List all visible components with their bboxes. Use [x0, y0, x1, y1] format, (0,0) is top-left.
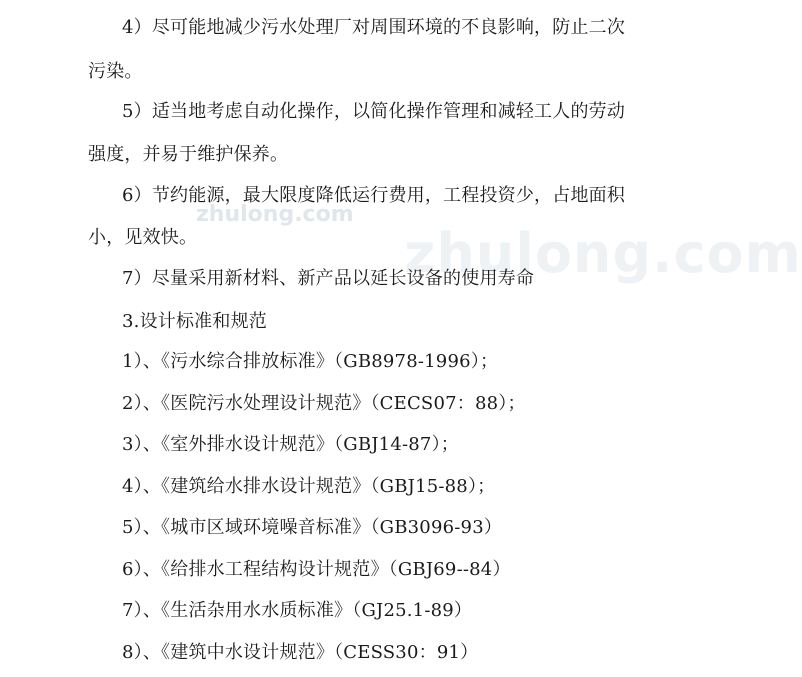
watermark-large: zhulong.com — [404, 222, 802, 285]
list-item-6-continued: 小，见效快。 — [88, 227, 198, 248]
list-item-6: 6）节约能源，最大限度降低运行费用，工程投资少，占地面积 — [122, 185, 626, 206]
list-item-5-continued: 强度，并易于维护保养。 — [88, 144, 289, 165]
list-item-4-continued: 污染。 — [88, 61, 143, 82]
list-item-7: 7）尽量采用新材料、新产品以延长设备的使用寿命 — [122, 268, 535, 289]
standard-item-6: 6）、《给排水工程结构设计规范》（GBJ69--84） — [122, 559, 511, 580]
standard-item-3: 3）、《室外排水设计规范》（GBJ14-87）； — [122, 434, 459, 455]
standard-item-7: 7）、《生活杂用水水质标准》（GJ25.1-89） — [122, 600, 473, 621]
list-item-5: 5）适当地考虑自动化操作，以简化操作管理和减轻工人的劳动 — [122, 101, 626, 122]
standard-item-4: 4）、《建筑给水排水设计规范》（GBJ15-88）； — [122, 476, 496, 497]
list-item-4: 4）尽可能地减少污水处理厂对周围环境的不良影响，防止二次 — [122, 17, 626, 38]
standard-item-5: 5）、《城市区域环境噪音标准》（GB3096-93） — [122, 517, 503, 538]
standard-item-1: 1）、《污水综合排放标准》（GB8978-1996）； — [122, 351, 499, 372]
watermark-small: zhulong.com — [196, 202, 354, 227]
section-heading: 3.设计标准和规范 — [122, 311, 267, 332]
standard-item-8: 8）、《建筑中水设计规范》（CESS30：91） — [122, 642, 479, 663]
standard-item-2: 2）、《医院污水处理设计规范》（CECS07：88）； — [122, 393, 526, 414]
